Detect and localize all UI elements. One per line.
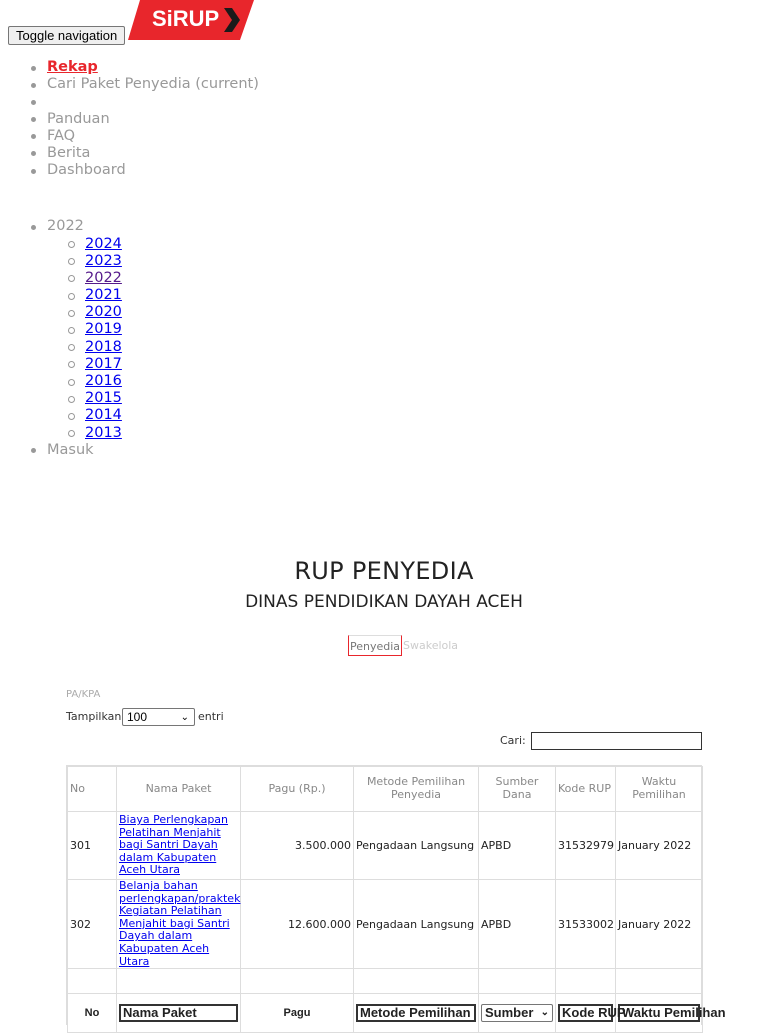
nav-item-masuk[interactable]: Masuk (0, 442, 400, 459)
footer-kode-filter-cell (556, 994, 626, 1033)
year-item[interactable] (47, 236, 400, 253)
year-link[interactable]: 2019 (85, 321, 122, 338)
nav-item-berita[interactable]: Berita (0, 145, 400, 162)
year-item[interactable] (47, 270, 400, 287)
year-link[interactable]: 2015 (85, 390, 122, 407)
table-container (66, 765, 726, 1025)
empty-cell (479, 969, 556, 994)
paket-link[interactable]: Belanja bahan perlengkapan/praktek Kegiatan Pelatihan Menjahit bagi Santri Dayah dalam Kabupaten Aceh Utara (119, 879, 241, 968)
table-row-empty (68, 969, 703, 994)
nav-item-dashboard[interactable]: Dashboard (0, 162, 400, 179)
cell-nama-paket (117, 880, 241, 969)
year-link[interactable]: 2020 (85, 304, 122, 321)
year-item[interactable] (47, 425, 400, 442)
year-item[interactable] (47, 304, 400, 321)
pa-kpa-label: PA/KPA (66, 689, 101, 700)
empty-cell (241, 969, 354, 994)
year-item[interactable] (47, 407, 400, 424)
year-item[interactable] (47, 253, 400, 270)
header-kode-rup[interactable]: Kode RUP (556, 767, 616, 812)
cell-waktu: January 2022 (616, 812, 703, 880)
page-subtitle: DINAS PENDIDIKAN DAYAH ACEH (245, 592, 523, 612)
table-footer-filter-row (68, 994, 703, 1033)
year-link[interactable]: 2013 (85, 424, 122, 441)
empty-cell (616, 969, 703, 994)
nav-link-rekap[interactable]: Rekap (47, 59, 98, 75)
show-entries-select[interactable] (122, 708, 195, 726)
year-link[interactable]: 2023 (85, 252, 122, 269)
nav-item-year[interactable] (0, 218, 400, 441)
chevron-down-icon: ⌄ (180, 712, 189, 723)
search-input[interactable] (531, 732, 702, 750)
filter-nama-paket-input[interactable]: Nama Paket (119, 1004, 238, 1022)
search-label: Cari: (500, 734, 526, 747)
cell-sumber-dana: APBD (479, 812, 556, 880)
nav-item-empty (0, 93, 400, 110)
header-no[interactable]: No (68, 767, 117, 812)
year-link[interactable]: 2018 (85, 338, 122, 355)
cell-kode-rup: 31532979 (556, 812, 616, 880)
empty-cell (354, 969, 479, 994)
header-nama-paket[interactable]: Nama Paket (117, 767, 241, 812)
footer-sumber-filter-cell (479, 994, 556, 1033)
cell-no: 301 (68, 812, 117, 880)
cell-no: 302 (68, 880, 117, 969)
paket-table (67, 766, 726, 1033)
footer-nama-filter-cell (117, 994, 241, 1033)
year-link[interactable]: 2014 (85, 407, 122, 424)
year-list (47, 236, 400, 442)
nav-item-faq[interactable]: FAQ (0, 128, 400, 145)
footer-metode-filter-cell (354, 994, 479, 1033)
table-row (68, 812, 703, 880)
nav-spacer (0, 179, 400, 218)
filter-metode-input[interactable]: Metode Pemilihan (356, 1004, 476, 1022)
cell-metode: Pengadaan Langsung (354, 812, 479, 880)
footer-no: No (68, 994, 117, 1033)
nav-item-cari-paket[interactable]: Cari Paket Penyedia (current) (0, 76, 400, 93)
toggle-navigation-button[interactable]: Toggle navigation (8, 26, 125, 45)
cell-sumber-dana: APBD (479, 880, 556, 969)
table-header-row (68, 767, 703, 812)
footer-waktu-filter-cell (616, 994, 726, 1033)
filter-sumber-select[interactable] (481, 1004, 553, 1022)
empty-cell (68, 969, 117, 994)
year-link[interactable]: 2017 (85, 355, 122, 372)
header-waktu[interactable]: Waktu Pemilihan (616, 767, 703, 812)
filter-kode-rup-input[interactable]: Kode RUP (558, 1004, 613, 1022)
year-item[interactable] (47, 321, 400, 338)
sirup-logo[interactable] (128, 0, 254, 40)
filter-sumber-value: Sumber (485, 1005, 534, 1021)
cell-pagu: 12.600.000 (241, 880, 354, 969)
cell-nama-paket (117, 812, 241, 880)
cell-kode-rup: 31533002 (556, 880, 616, 969)
tab-swakelola[interactable]: Swakelola (403, 639, 459, 652)
nav-item-panduan[interactable]: Panduan (0, 111, 400, 128)
paket-link[interactable]: Biaya Perlengkapan Pelatihan Menjahit bagi Santri Dayah dalam Kabupaten Aceh Utara (119, 813, 229, 877)
empty-cell (556, 969, 616, 994)
show-entries-value: 100 (127, 710, 148, 724)
entries-label: entri (198, 710, 224, 723)
page-title: RUP PENYEDIA (294, 557, 474, 585)
cell-waktu: January 2022 (616, 880, 703, 969)
year-link[interactable]: 2024 (85, 235, 122, 252)
cell-metode: Pengadaan Langsung (354, 880, 479, 969)
logo-text: SiRUP (152, 6, 220, 31)
main-nav (0, 59, 400, 459)
year-item[interactable] (47, 390, 400, 407)
footer-pagu: Pagu (241, 994, 354, 1033)
cell-pagu: 3.500.000 (241, 812, 354, 880)
header-metode[interactable]: Metode Pemilihan Penyedia (354, 767, 479, 812)
nav-year-current[interactable]: 2022 (47, 218, 84, 235)
year-item[interactable] (47, 356, 400, 373)
year-link[interactable]: 2022 (85, 269, 122, 286)
year-item[interactable] (47, 287, 400, 304)
year-item[interactable] (47, 373, 400, 390)
header-pagu[interactable]: Pagu (Rp.) (241, 767, 354, 812)
filter-waktu-input[interactable]: Waktu Pemilihan (618, 1004, 700, 1022)
show-entries-label: Tampilkan (66, 710, 122, 723)
header-sumber-dana[interactable]: Sumber Dana (479, 767, 556, 812)
empty-cell (117, 969, 241, 994)
year-link[interactable]: 2016 (85, 373, 122, 390)
table-row (68, 880, 703, 969)
chevron-down-icon: ⌄ (540, 1007, 549, 1019)
year-item[interactable] (47, 339, 400, 356)
nav-item-rekap[interactable] (0, 59, 400, 76)
tab-penyedia[interactable]: Penyedia (348, 635, 402, 656)
year-link[interactable]: 2021 (85, 287, 122, 304)
